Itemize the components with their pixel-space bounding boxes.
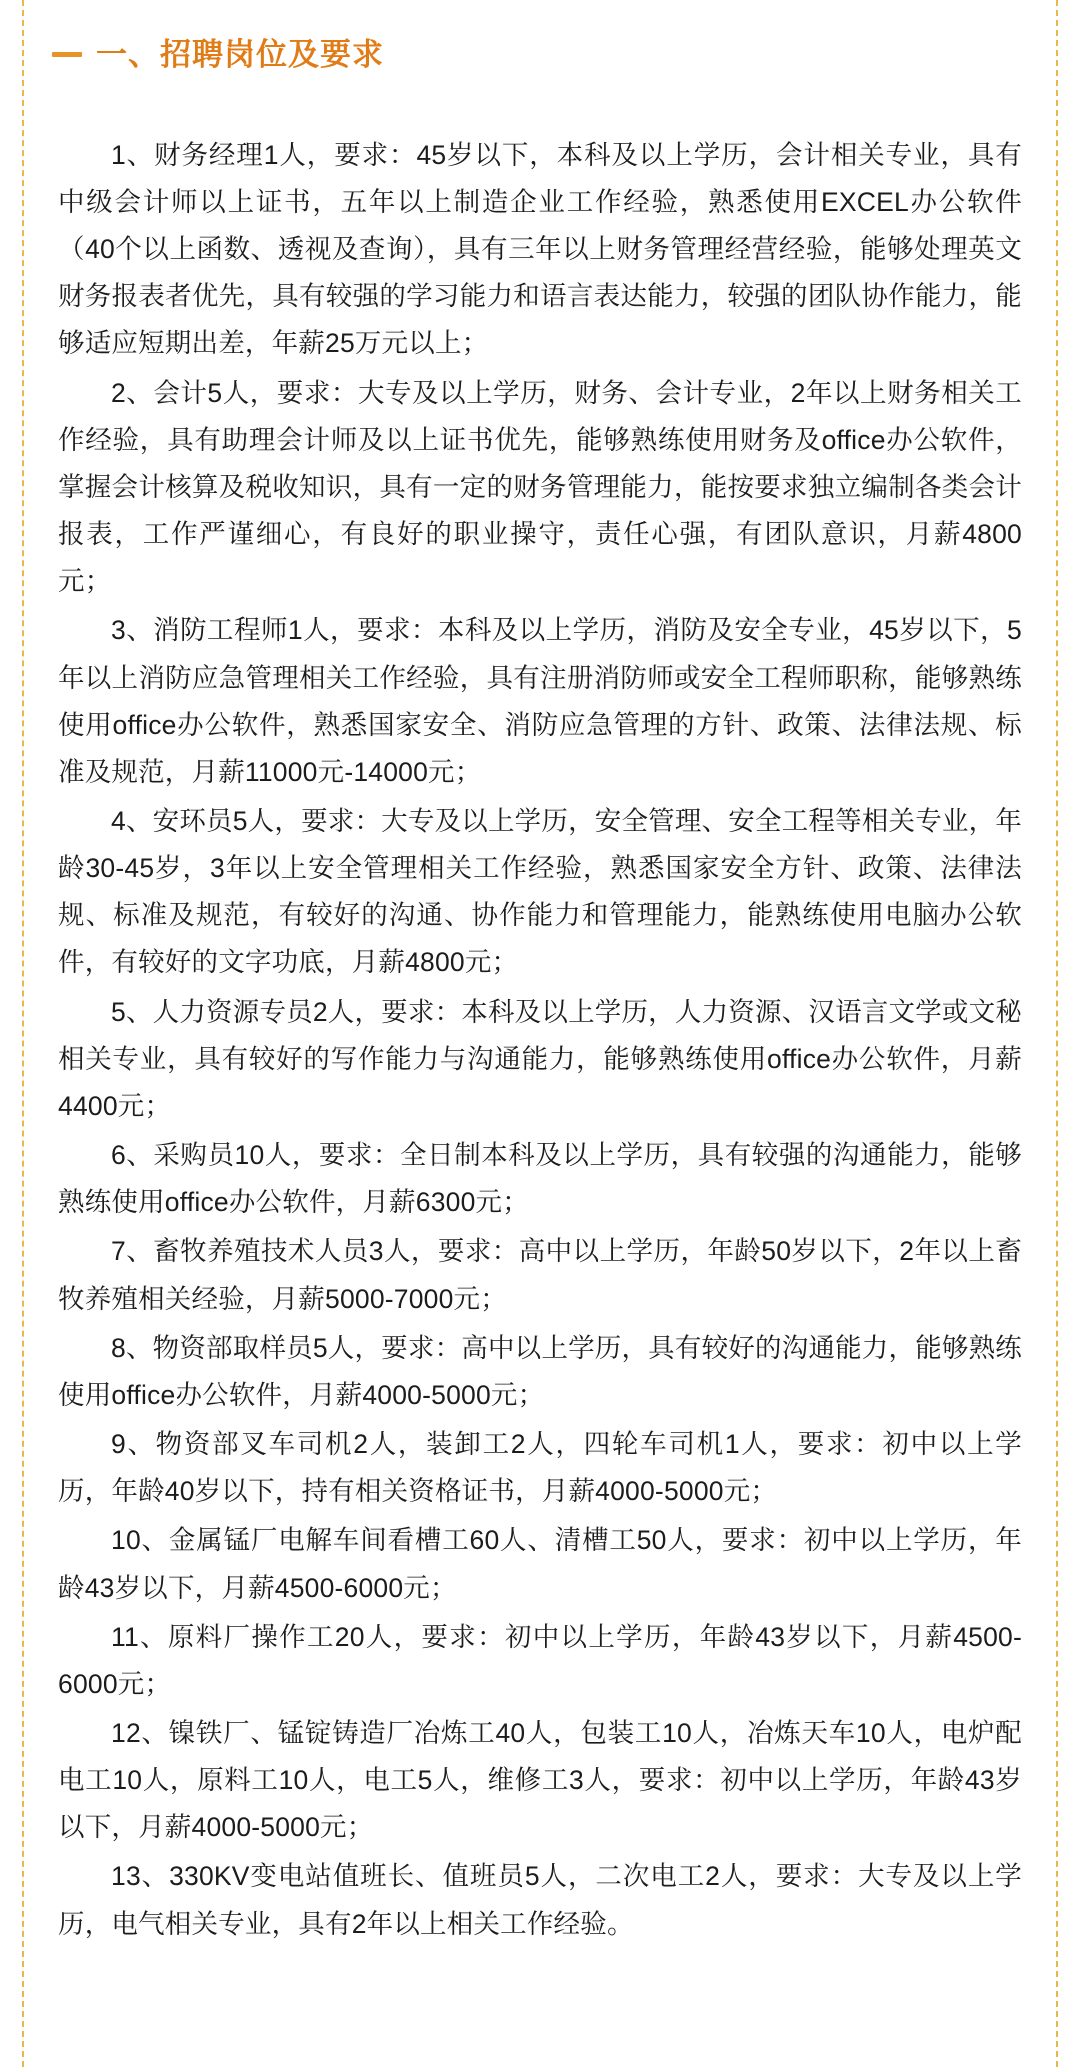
header-accent-bar <box>52 52 82 57</box>
paragraph: 11、原料厂操作工20人，要求：初中以上学历，年龄43岁以下，月薪4500-6000元； <box>58 1621 1022 1699</box>
paragraph: 12、镍铁厂、锰锭铸造厂冶炼工40人，包装工10人，冶炼天车10人，电炉配电工10人，原料工10人，电工5人，维修工3人，要求：初中以上学历，年龄43岁以下，月薪4000-5000元； <box>58 1717 1022 1843</box>
page-title: 一、招聘岗位及要求 <box>96 36 384 72</box>
paragraph: 3、消防工程师1人，要求：本科及以上学历，消防及安全专业，45岁以下，5年以上消防应急管理相关工作经验，具有注册消防师或安全工程师职称，能够熟练使用office办公软件，熟悉国家安全、消防应急管理的方针、政策、法律法规、标准及规范，月薪11000元-14000元； <box>58 615 1022 787</box>
paragraph: 6、采购员10人，要求：全日制本科及以上学历，具有较强的沟通能力，能够熟练使用office办公软件，月薪6300元； <box>58 1140 1022 1218</box>
paragraph: 1、财务经理1人，要求：45岁以下，本科及以上学历，会计相关专业，具有中级会计师以上证书，五年以上制造企业工作经验，熟悉使用EXCEL办公软件（40个以上函数、透视及查询），具有三年以上财务管理经营经验，能够处理英文财务报表者优先，具有较强的学习能力和语言表达能力，较强的团队协作能力，能够适应短期出差，年薪25万元以上； <box>58 139 1022 359</box>
section-header <box>30 0 1050 102</box>
paragraph: 13、330KV变电站值班长、值班员5人，二次电工2人，要求：大专及以上学历，电气相关专业，具有2年以上相关工作经验。 <box>58 1861 1022 1939</box>
paragraph: 4、安环员5人，要求：大专及以上学历，安全管理、安全工程等相关专业，年龄30-45岁，3年以上安全管理相关工作经验，熟悉国家安全方针、政策、法律法规、标准及规范，有较好的沟通、协作能力和管理能力，能熟练使用电脑办公软件，有较好的文字功底，月薪4800元； <box>58 806 1022 978</box>
paragraph: 7、畜牧养殖技术人员3人，要求：高中以上学历，年龄50岁以下，2年以上畜牧养殖相关经验，月薪5000-7000元； <box>58 1236 1022 1314</box>
document-body <box>30 102 1050 1990</box>
paragraph: 10、金属锰厂电解车间看槽工60人、清槽工50人，要求：初中以上学历，年龄43岁以下，月薪4500-6000元； <box>58 1525 1022 1603</box>
paragraph: 8、物资部取样员5人，要求：高中以上学历，具有较好的沟通能力，能够熟练使用office办公软件，月薪4000-5000元； <box>58 1332 1022 1410</box>
paragraph: 2、会计5人，要求：大专及以上学历，财务、会计专业，2年以上财务相关工作经验，具有助理会计师及以上证书优先，能够熟练使用财务及office办公软件，掌握会计核算及税收知识，具有一定的财务管理能力，能按要求独立编制各类会计报表，工作严谨细心，有良好的职业操守，责任心强，有团队意识，月薪4800元； <box>58 377 1022 597</box>
paragraph: 5、人力资源专员2人，要求：本科及以上学历，人力资源、汉语言文学或文秘相关专业，具有较好的写作能力与沟通能力，能够熟练使用office办公软件，月薪4400元； <box>58 996 1022 1121</box>
paragraph: 9、物资部叉车司机2人，装卸工2人，四轮车司机1人，要求：初中以上学历，年龄40岁以下，持有相关资格证书，月薪4000-5000元； <box>58 1429 1022 1507</box>
